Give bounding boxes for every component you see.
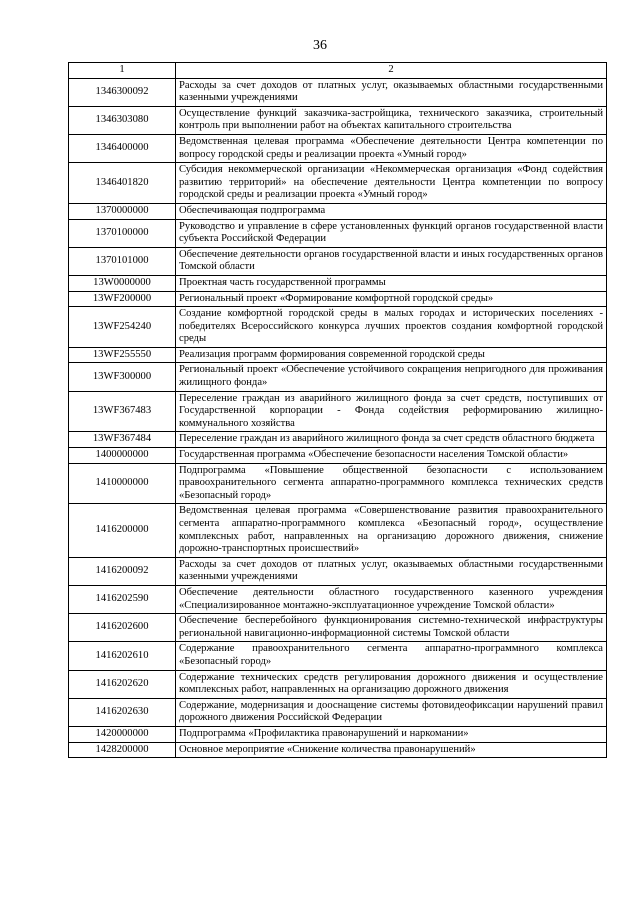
table-row [69, 347, 607, 363]
table-row [69, 463, 607, 504]
table-row [69, 614, 607, 642]
row-code: 1410000000 [69, 463, 176, 504]
row-code: 1416202590 [69, 585, 176, 613]
row-name: Обеспечение бесперебойного функционирования системно-технической инфраструктуры региональной навигационно-информационной системы Томской области [176, 614, 607, 642]
row-name: Региональный проект «Обеспечение устойчивого сокращения непригодного для проживания жилищного фонда» [176, 363, 607, 391]
row-name: Содержание технических средств регулирования дорожного движения и осуществление комплексных работ, направленных на организацию дорожного движения [176, 670, 607, 698]
row-code: 13WF367483 [69, 391, 176, 432]
row-name: Субсидия некоммерческой организации «Некоммерческая организация «Фонд содействия развитию территорий» на обеспечение деятельности Центра компетенции по вопросу городской среды и реализации проекта «Умный город» [176, 163, 607, 204]
row-code: 13WF200000 [69, 291, 176, 307]
column-header-name: 2 [176, 63, 607, 79]
table-header-row [69, 63, 607, 79]
table-row [69, 585, 607, 613]
row-name: Государственная программа «Обеспечение безопасности населения Томской области» [176, 448, 607, 464]
row-name: Обеспечение деятельности органов государственной власти и иных государственных органов Томской области [176, 247, 607, 275]
column-header-code: 1 [69, 63, 176, 79]
table-row [69, 670, 607, 698]
table-row [69, 275, 607, 291]
table-row [69, 307, 607, 348]
row-code: 13WF300000 [69, 363, 176, 391]
row-code: 1400000000 [69, 448, 176, 464]
table-row [69, 391, 607, 432]
row-name: Переселение граждан из аварийного жилищного фонда за счет средств, поступивших от Государственной корпорации - Фонда содействия реформированию жилищно-коммунального хозяйства [176, 391, 607, 432]
row-name: Ведомственная целевая программа «Совершенствование развития правоохранительного сегмента аппаратно-программного комплекса «Безопасный город», осуществление комплексных работ, направленных на организацию дорожного движения, снижение дорожно-транспортных происшествий» [176, 504, 607, 557]
row-name: Проектная часть государственной программы [176, 275, 607, 291]
table-row [69, 726, 607, 742]
row-name: Обеспечивающая подпрограмма [176, 203, 607, 219]
page-number: 36 [313, 38, 327, 53]
row-code: 1428200000 [69, 742, 176, 758]
row-name: Содержание правоохранительного сегмента аппаратно-программного комплекса «Безопасный город» [176, 642, 607, 670]
row-code: 1346400000 [69, 134, 176, 162]
row-name: Расходы за счет доходов от платных услуг, оказываемых областными государственными казенными учреждениями [176, 557, 607, 585]
table-row [69, 134, 607, 162]
row-name: Ведомственная целевая программа «Обеспечение деятельности Центра компетенции по вопросу городской среды и реализации проекта «Умный город» [176, 134, 607, 162]
row-code: 1346303080 [69, 106, 176, 134]
table-row [69, 448, 607, 464]
row-code: 1420000000 [69, 726, 176, 742]
row-code: 13WF367484 [69, 432, 176, 448]
row-name: Обеспечение деятельности областного государственного казенного учреждения «Специализированное монтажно-эксплуатационное учреждение Томской области» [176, 585, 607, 613]
table-row [69, 742, 607, 758]
row-name: Осуществление функций заказчика-застройщика, технического заказчика, строительный контроль при выполнении работ на объектах капитального строительства [176, 106, 607, 134]
table-row [69, 363, 607, 391]
table-row [69, 247, 607, 275]
row-code: 13W0000000 [69, 275, 176, 291]
table-row [69, 504, 607, 557]
table-row [69, 698, 607, 726]
row-name: Создание комфортной городской среды в малых городах и исторических поселениях - победителях Всероссийского конкурса лучших проектов создания комфортной городской среды [176, 307, 607, 348]
table-row [69, 291, 607, 307]
classifier-table [68, 62, 607, 758]
row-code: 1416202630 [69, 698, 176, 726]
row-code: 1370101000 [69, 247, 176, 275]
row-code: 1370100000 [69, 219, 176, 247]
row-code: 1416200000 [69, 504, 176, 557]
row-code: 1416202610 [69, 642, 176, 670]
row-name: Реализация программ формирования современной городской среды [176, 347, 607, 363]
row-name: Руководство и управление в сфере установленных функций органов государственной власти субъекта Российской Федерации [176, 219, 607, 247]
table-row [69, 642, 607, 670]
table-row [69, 163, 607, 204]
table-row [69, 557, 607, 585]
row-code: 1370000000 [69, 203, 176, 219]
table-row [69, 432, 607, 448]
table-row [69, 203, 607, 219]
row-code: 13WF254240 [69, 307, 176, 348]
row-name: Подпрограмма «Профилактика правонарушений и наркомании» [176, 726, 607, 742]
table-row [69, 106, 607, 134]
row-code: 1416202620 [69, 670, 176, 698]
row-code: 13WF255550 [69, 347, 176, 363]
row-code: 1346300092 [69, 78, 176, 106]
row-name: Основное мероприятие «Снижение количества правонарушений» [176, 742, 607, 758]
row-name: Подпрограмма «Повышение общественной безопасности с использованием правоохранительного сегмента аппаратно-программного комплекса технических средств «Безопасный город» [176, 463, 607, 504]
table-row [69, 78, 607, 106]
row-code: 1416202600 [69, 614, 176, 642]
row-name: Переселение граждан из аварийного жилищного фонда за счет средств областного бюджета [176, 432, 607, 448]
row-name: Расходы за счет доходов от платных услуг, оказываемых областными государственными казенными учреждениями [176, 78, 607, 106]
table-row [69, 219, 607, 247]
row-code: 1346401820 [69, 163, 176, 204]
row-name: Региональный проект «Формирование комфортной городской среды» [176, 291, 607, 307]
row-code: 1416200092 [69, 557, 176, 585]
row-name: Содержание, модернизация и дооснащение системы фотовидеофиксации нарушений правил дорожного движения Российской Федерации [176, 698, 607, 726]
